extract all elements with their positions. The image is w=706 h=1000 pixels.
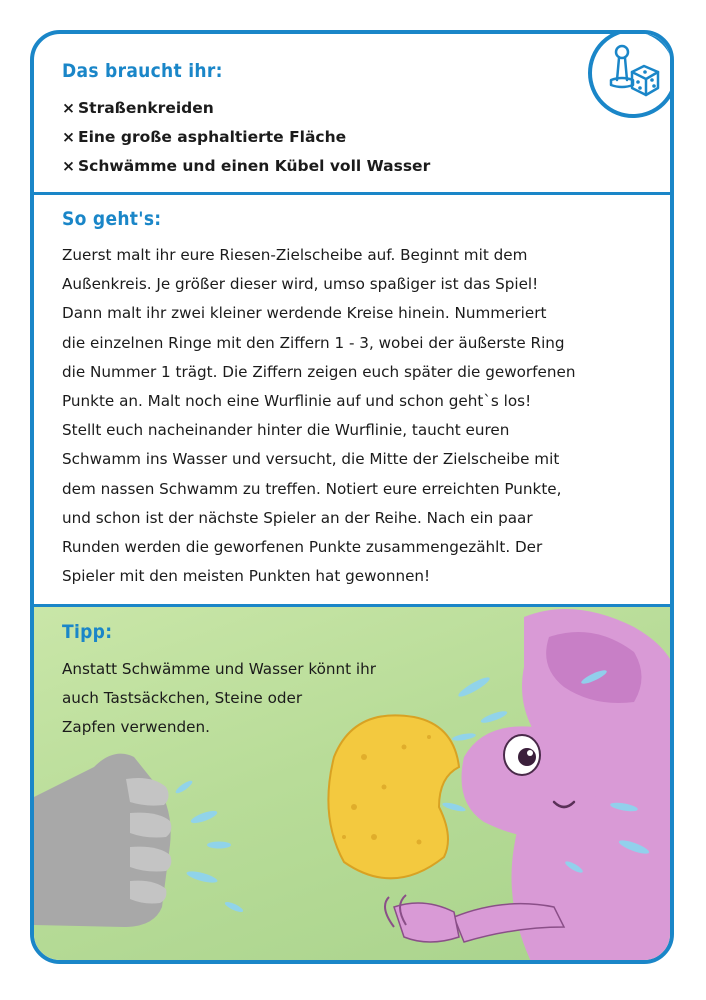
instructions-text: Zuerst malt ihr eure Riesen-Zielscheibe auf. Beginnt mit dem Außenkreis. Je größer dieser wird, umso spaßiger ist das Spiel! Dann malt ihr zwei kleiner werdende Kreise hinein. Nummeriert die einzelnen Ringe mit den Ziffern 1 - 3, wobei der äußerste Ring die Nummer 1 trägt. Die Ziffern zeigen euch später die geworfenen Punkte an. Malt noch eine Wurflinie auf und schon geht`s los! Stellt euch nacheinander hinter die Wurflinie, taucht euren Schwamm ins Wasser und versucht, die Mitte der Zielscheibe mit dem nassen Schwamm zu treffen. Notiert eure erreichten Punkte, und schon ist der nächste Spieler an der Reihe. Nach ein paar Runden werden die geworfenen Punkte zusammengezählt. Der Spieler mit den meisten Punkten hat gewonnen! bbox=[62, 246, 576, 586]
materials-list bbox=[62, 94, 430, 181]
bullet-cross-icon: × bbox=[62, 157, 75, 175]
tip-heading: Tipp: bbox=[62, 621, 113, 643]
bullet-cross-icon: × bbox=[62, 128, 75, 146]
materials-section bbox=[34, 34, 670, 192]
game-card bbox=[30, 30, 674, 964]
list-item: × Eine große asphaltierte Fläche bbox=[62, 123, 430, 152]
tip-text: Anstatt Schwämme und Wasser könnt ihr auch Tastsäckchen, Steine oder Zapfen verwenden. bbox=[62, 660, 377, 737]
tip-section bbox=[34, 604, 670, 960]
instructions-heading: So geht's: bbox=[62, 208, 162, 230]
list-item: × Straßenkreiden bbox=[62, 94, 430, 123]
bullet-cross-icon: × bbox=[62, 99, 75, 117]
game-pieces-icon bbox=[588, 30, 674, 118]
instructions-section bbox=[34, 192, 670, 604]
list-item: × Schwämme und einen Kübel voll Wasser bbox=[62, 152, 430, 181]
hand-illustration bbox=[34, 754, 171, 927]
materials-heading: Das braucht ihr: bbox=[62, 60, 223, 82]
